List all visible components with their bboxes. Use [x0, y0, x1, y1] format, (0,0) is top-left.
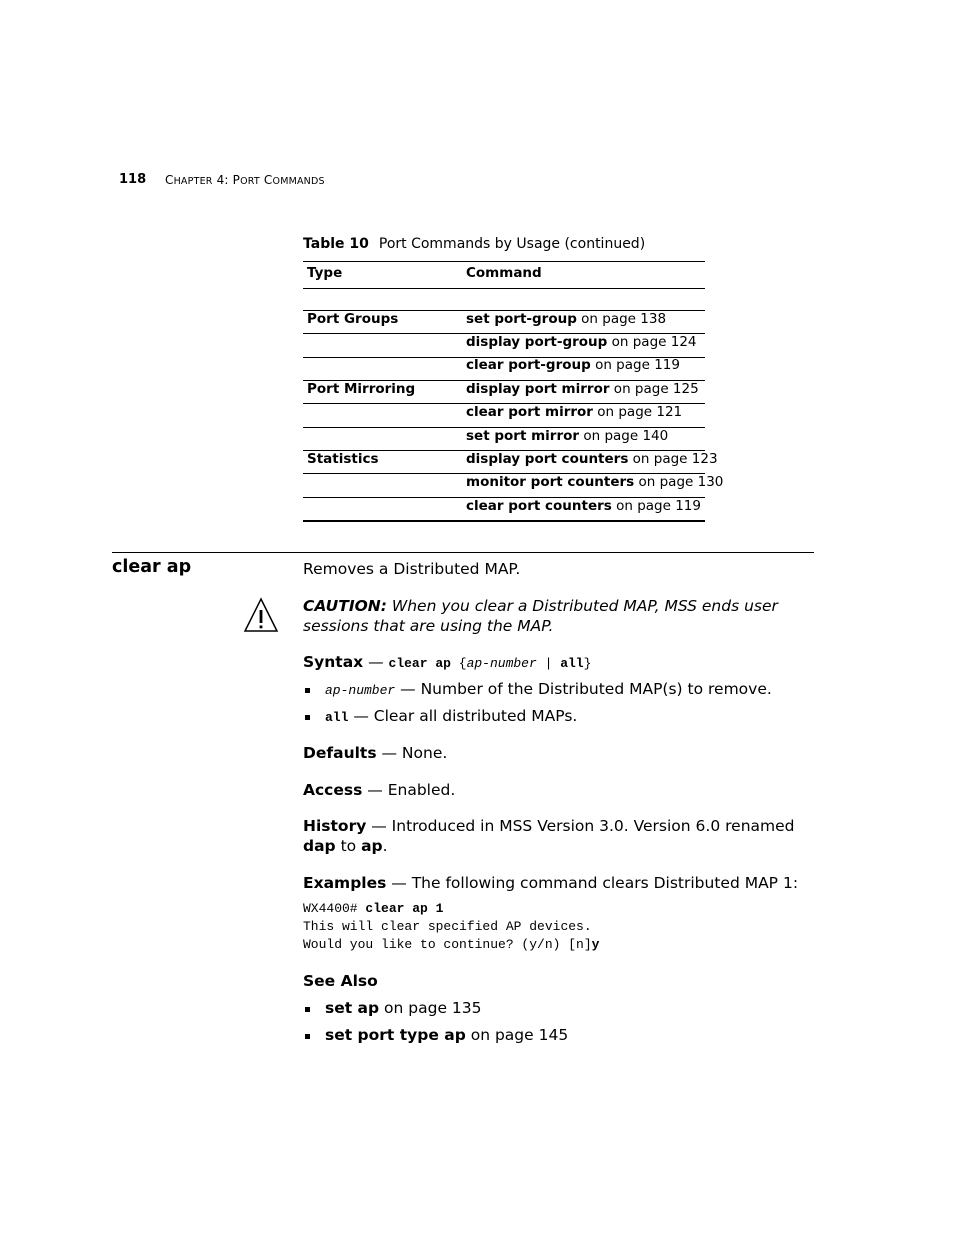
- history-to: to: [335, 837, 362, 855]
- table-row: [466, 334, 697, 350]
- access-line: [303, 780, 455, 800]
- row-command: display port mirror: [466, 381, 610, 397]
- table-row: [466, 404, 682, 420]
- code-line: [303, 936, 599, 954]
- row-command: clear port-group: [466, 357, 591, 373]
- syntax-line: [303, 652, 591, 674]
- row-type: Port Groups: [307, 311, 399, 327]
- see-also-command: set port type ap: [325, 1026, 466, 1044]
- row-command: set port-group: [466, 311, 577, 327]
- table-row: [466, 428, 668, 444]
- see-also-page-ref: on page 145: [465, 1026, 569, 1044]
- code-line: This will clear specified AP devices.: [303, 919, 592, 934]
- see-also-item: [325, 998, 482, 1018]
- examples-text: — The following command clears Distributed MAP 1:: [386, 874, 799, 892]
- row-page-ref: on page 119: [611, 498, 701, 514]
- table-row: [466, 474, 723, 490]
- code-command: clear ap 1: [365, 901, 444, 916]
- row-type: Port Mirroring: [307, 381, 416, 397]
- row-page-ref: on page 121: [592, 404, 683, 420]
- row-command: monitor port counters: [466, 474, 635, 490]
- row-page-ref: on page 124: [607, 334, 697, 350]
- bullet-icon: [305, 1007, 310, 1012]
- history-end: .: [382, 837, 388, 855]
- row-page-ref: on page 119: [590, 357, 680, 373]
- bullet-icon: [305, 1034, 310, 1039]
- history-dap: dap: [303, 837, 336, 855]
- table-caption: [303, 236, 645, 252]
- syntax-dash: —: [363, 653, 389, 671]
- header-rule: [303, 288, 705, 289]
- row-type: Statistics: [307, 451, 379, 467]
- option-description: — Clear all distributed MAPs.: [348, 707, 578, 725]
- row-page-ref: on page 140: [579, 428, 669, 444]
- history-label: History: [303, 817, 367, 835]
- option-item: [325, 706, 577, 728]
- row-page-ref: on page 130: [634, 474, 724, 490]
- table-row: [466, 451, 718, 467]
- defaults-label: Defaults: [303, 744, 377, 762]
- row-page-ref: on page 125: [609, 381, 699, 397]
- syntax-argument: ap-number: [466, 656, 537, 671]
- row-page-ref: on page 138: [576, 311, 667, 327]
- table-row: [466, 498, 701, 514]
- code-example: [303, 900, 599, 954]
- section-description: Removes a Distributed MAP.: [303, 560, 521, 578]
- chapter-title: CHAPTER 4: PORT COMMANDS: [165, 173, 325, 187]
- table-caption-text: Port Commands by Usage (continued): [378, 236, 646, 252]
- col-header-type: Type: [307, 265, 343, 281]
- row-command: display port-group: [466, 334, 608, 350]
- syntax-brace-close: }: [583, 656, 592, 671]
- section-rule: [112, 552, 814, 553]
- syntax-all: all: [560, 656, 584, 671]
- table-bottom-rule: [303, 520, 705, 522]
- syntax-brace-open: {: [458, 656, 467, 671]
- page-number: 118: [119, 172, 147, 187]
- row-command: display port counters: [466, 451, 629, 467]
- bullet-icon: [305, 688, 310, 693]
- see-also-item: [325, 1025, 568, 1045]
- access-text: — Enabled.: [362, 781, 456, 799]
- caution-text: When you clear a Distributed MAP, MSS ends user sessions that are using the MAP.: [303, 597, 778, 635]
- row-command: clear port mirror: [466, 404, 593, 420]
- history-text: — Introduced in MSS Version 3.0. Version 6.0 renamed: [366, 817, 795, 835]
- code-answer: y: [591, 937, 600, 952]
- table-row: [466, 357, 680, 373]
- table-row: [466, 381, 699, 397]
- see-also-heading: See Also: [303, 972, 378, 990]
- examples-label: Examples: [303, 874, 387, 892]
- code-question: Would you like to continue? (y/n) [n]: [303, 937, 592, 952]
- examples-line: [303, 873, 798, 893]
- option-item: [325, 679, 772, 701]
- row-page-ref: on page 123: [628, 451, 718, 467]
- defaults-line: [303, 743, 447, 763]
- see-also-page-ref: on page 135: [379, 999, 482, 1017]
- syntax-label: Syntax: [303, 653, 364, 671]
- warning-icon: [243, 597, 279, 633]
- history-ap: ap: [361, 837, 383, 855]
- caution-label: CAUTION:: [303, 597, 387, 615]
- option-description: — Number of the Distributed MAP(s) to remove.: [395, 680, 772, 698]
- table-caption-label: Table 10: [303, 236, 369, 252]
- section-title: clear ap: [112, 557, 192, 577]
- see-also-command: set ap: [325, 999, 380, 1017]
- code-line: [303, 900, 599, 918]
- row-command: set port mirror: [466, 428, 580, 444]
- caution-note: [303, 596, 813, 636]
- code-prompt: WX4400#: [303, 901, 366, 916]
- history-paragraph: [303, 816, 813, 856]
- table-top-rule: [303, 261, 705, 262]
- syntax-separator: |: [536, 656, 561, 671]
- bullet-icon: [305, 715, 310, 720]
- defaults-text: — None.: [376, 744, 448, 762]
- option-argument: all: [325, 710, 349, 725]
- table-row: [466, 311, 666, 327]
- col-header-command: Command: [466, 265, 542, 281]
- row-command: clear port counters: [466, 498, 612, 514]
- option-argument: ap-number: [325, 683, 396, 698]
- syntax-command: clear ap: [388, 656, 459, 671]
- access-label: Access: [303, 781, 363, 799]
